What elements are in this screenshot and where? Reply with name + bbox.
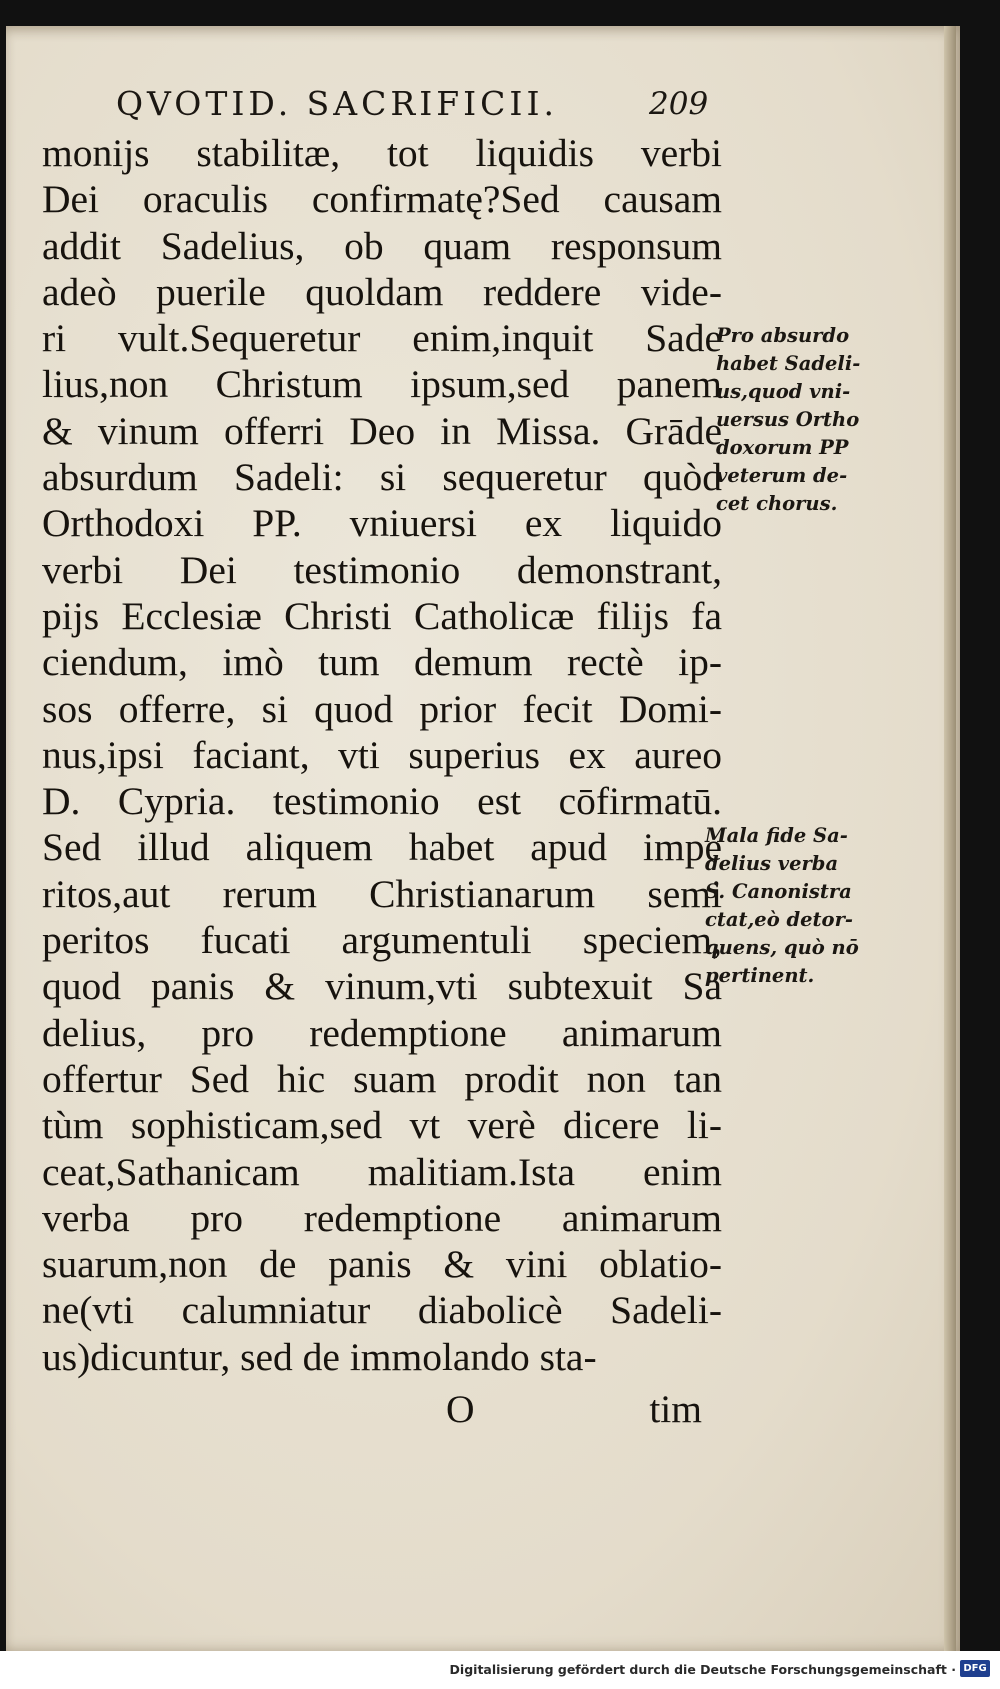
- marginal-note-line: veterum de-: [716, 464, 848, 487]
- text-line: ritos,aut rerum Christianarum semi: [42, 871, 722, 916]
- dfg-logo-icon: DFG: [960, 1660, 990, 1677]
- text-line: monijs stabilitæ, tot liquidis verbi: [42, 131, 722, 175]
- marginal-note-line: us,quod vni-: [716, 380, 851, 403]
- text-line: sos offerre, si quod prior fecit Domi-: [42, 686, 722, 731]
- page-edge: [944, 26, 956, 1651]
- marginal-note-line: S. Canonistra: [705, 880, 852, 903]
- marginal-note-line: pertinent.: [705, 964, 815, 987]
- page-number: 209: [649, 86, 709, 122]
- marginal-note-line: uersus Ortho: [716, 408, 860, 431]
- catchword: tim: [649, 1387, 702, 1431]
- marginal-note: [716, 322, 860, 518]
- running-head: QVOTID. SACRIFICII.: [116, 84, 558, 123]
- signature-mark: O: [446, 1387, 475, 1431]
- text-line: pijs Ecclesiæ Christi Catholicæ filijs fa: [42, 593, 722, 638]
- text-line: delius, pro redemptione animarum: [42, 1010, 722, 1055]
- text-line: addit Sadelius, ob quam responsum: [42, 223, 722, 268]
- text-line: ri vult.Sequeretur enim,inquit Sade: [42, 316, 722, 361]
- text-line: ciendum, imò tum demum rectè ip-: [42, 640, 722, 685]
- marginal-note-line: quens, quò nō: [705, 936, 859, 959]
- text-line: lius,non Christum ipsum,sed panem: [42, 362, 722, 407]
- digitization-footer: [0, 1651, 1000, 1689]
- text-line: verbi Dei testimonio demonstrant,: [42, 547, 722, 592]
- text-line: adeò puerile quoldam reddere vide-: [42, 269, 722, 314]
- marginal-note-line: Pro absurdo: [716, 324, 850, 347]
- text-line: Sed illud aliquem habet apud impe: [42, 825, 722, 870]
- text-line: ne(vti calumniatur diabolicè Sadeli-: [42, 1288, 722, 1333]
- text-line: Orthodoxi PP. vniuersi ex liquido: [42, 501, 722, 546]
- marginal-note-line: habet Sadeli-: [716, 352, 861, 375]
- body-text: [42, 130, 722, 1380]
- text-line: suarum,non de panis & vini oblatio-: [42, 1242, 722, 1287]
- text-line: ceat,Sathanicam malitiam.Ista enim: [42, 1149, 722, 1194]
- text-line: verba pro redemptione animarum: [42, 1195, 722, 1240]
- text-line: D. Cypria. testimonio est cōfirmatū.: [42, 779, 722, 824]
- text-line: absurdum Sadeli: si sequeretur quòd: [42, 455, 722, 500]
- funding-credit: Digitalisierung gefördert durch die Deutsche Forschungsgemeinschaft ·: [449, 1662, 956, 1677]
- text-line: peritos fucati argumentuli speciem,: [42, 918, 722, 963]
- marginal-note-line: Mala fide Sa-: [705, 824, 848, 847]
- text-line: nus,ipsi faciant, vti superius ex aureo: [42, 732, 722, 777]
- text-line: Dei oraculis confirmatę?Sed causam: [42, 177, 722, 222]
- text-line: tùm sophisticam,sed vt verè dicere li-: [42, 1103, 722, 1148]
- marginal-note: [705, 822, 859, 990]
- text-line: offertur Sed hic suam prodit non tan: [42, 1056, 722, 1101]
- page-header: [116, 80, 716, 130]
- marginal-note-line: doxorum PP: [716, 436, 849, 459]
- marginal-note-line: cet chorus.: [716, 492, 838, 515]
- marginal-note-line: delius verba: [705, 852, 839, 875]
- marginal-note-line: ctat,eò detor-: [705, 908, 853, 931]
- text-line: us)dicuntur, sed de immolando sta-: [42, 1334, 597, 1379]
- signature-line: [42, 1386, 702, 1432]
- text-line: quod panis & vinum,vti subtexuit Sa: [42, 964, 722, 1009]
- text-line: & vinum offerri Deo in Missa. Grāde: [42, 408, 722, 453]
